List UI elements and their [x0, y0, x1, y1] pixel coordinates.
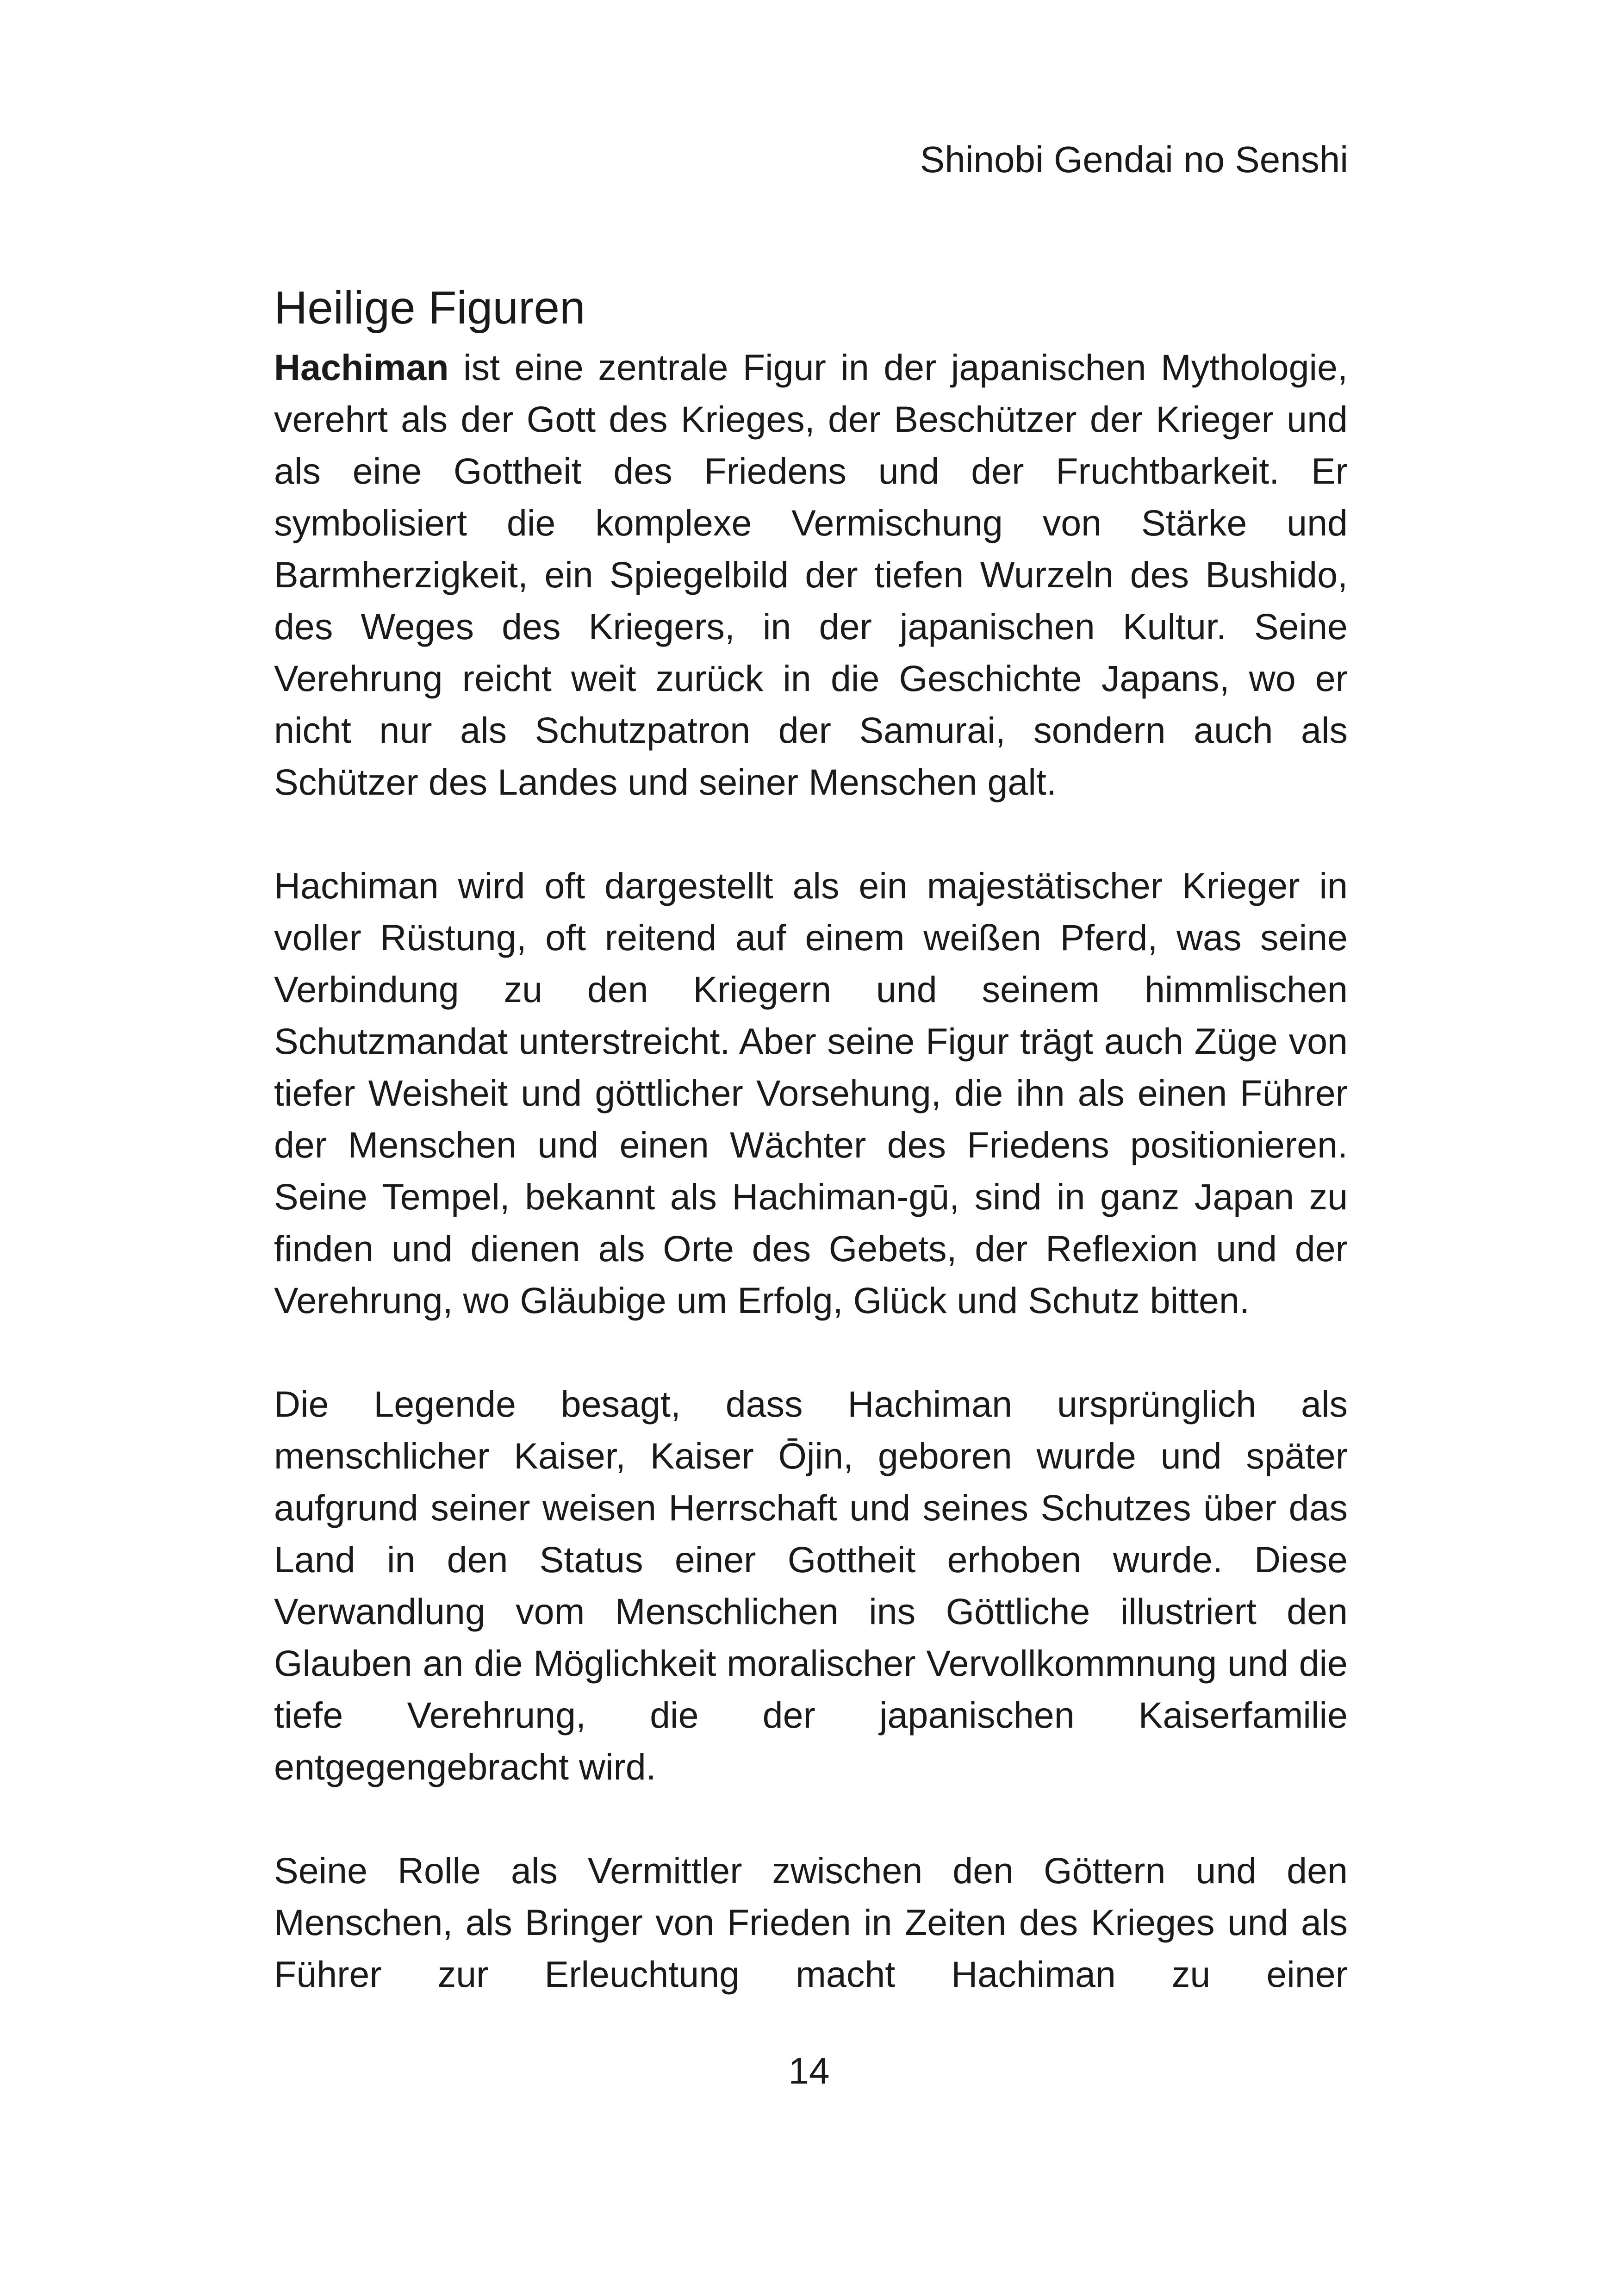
paragraph-2-text: Hachiman wird oft dargestellt als ein majestätischer Krieger in voller Rüstung, oft reitend auf einem weißen Pferd, was seine Verbindung zu den Kriegern und seinem himmlischen Schutzmandat unterstreicht. Aber seine Figur trägt auch Züge von tiefer Weisheit und göttlicher Vorsehung, die ihn als einen Führer der Menschen und einen Wächter des Friedens positionieren. Seine Tempel, bekannt als Hachiman-gū, sind in ganz Japan zu finden und dienen als Orte des Gebets, der Reflexion und der Verehrung, wo Gläubige um Erfolg, Glück und Schutz bitten. [274, 865, 1348, 1321]
main-content [274, 278, 1348, 2000]
paragraph-4 [274, 1845, 1348, 2000]
paragraph-4-text: Seine Rolle als Vermittler zwischen den Göttern und den Menschen, als Bringer von Frieden in Zeiten des Krieges und als Führer zur Erleuchtung macht Hachiman zu einer [274, 1850, 1348, 1995]
running-header-title: Shinobi Gendai no Senshi [920, 139, 1348, 180]
paragraph-1-text: ist eine zentrale Figur in der japanischen Mythologie, verehrt als der Gott des Krieges, der Beschützer der Krieger und als eine Gottheit des Friedens und der Fruchtbarkeit. Er symbolisiert die komplexe Vermischung von Stärke und Barmherzigkeit, ein Spiegelbild der tiefen Wurzeln des Bushido, des Weges des Kriegers, in der japanischen Kultur. Seine Verehrung reicht weit zurück in die Geschichte Japans, wo er nicht nur als Schutzpatron der Samurai, sondern auch als Schützer des Landes und seiner Menschen galt. [274, 347, 1348, 803]
section-heading: Heilige Figuren [274, 282, 585, 334]
paragraph-1-bold-lead: Hachiman [274, 347, 449, 388]
paragraph-2 [274, 860, 1348, 1326]
paragraph-1 [274, 342, 1348, 808]
page-number: 14 [788, 2050, 830, 2091]
paragraph-3-text: Die Legende besagt, dass Hachiman ursprünglich als menschlicher Kaiser, Kaiser Ōjin, geboren wurde und später aufgrund seiner weisen Herrschaft und seines Schutzes über das Land in den Status einer Gottheit erhoben wurde. Diese Verwandlung vom Menschlichen ins Göttliche illustriert den Glauben an die Möglichkeit moralischer Vervollkommnung und die tiefe Verehrung, die der japanischen Kaiserfamilie entgegengebracht wird. [274, 1383, 1348, 1787]
paragraph-3 [274, 1378, 1348, 1793]
